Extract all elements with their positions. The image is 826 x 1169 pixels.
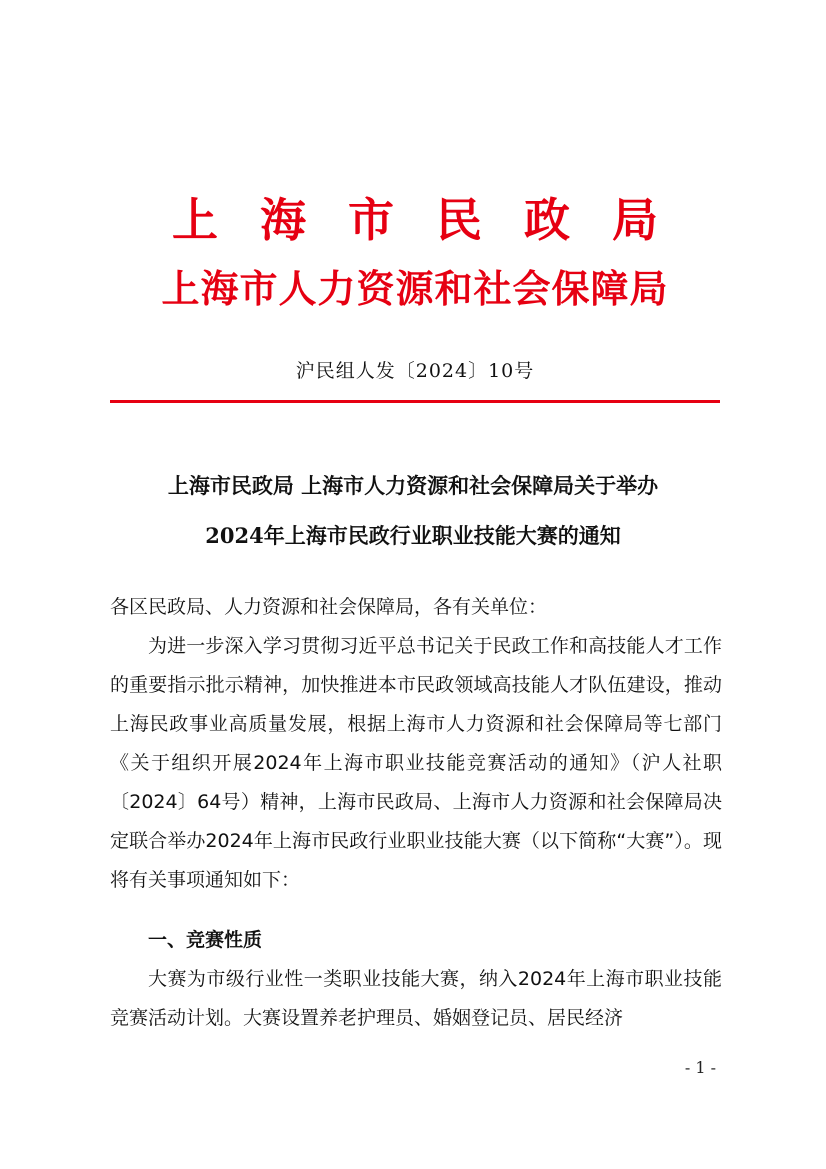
section-heading-1: 一、竞赛性质 [148, 929, 263, 951]
document-title-line-1: 上海市民政局 上海市人力资源和社会保障局关于举办 [167, 473, 659, 498]
page-number: - 1 - [684, 1058, 716, 1077]
issuer-name-civil-affairs: 上海市民政局 [172, 193, 700, 247]
body-paragraph-2: 大赛为市级行业性一类职业技能大赛，纳入2024年上海市职业技能竞赛活动计划。大赛设置养老护理员、婚姻登记员、居民经济 [110, 968, 722, 1029]
document-number: 沪民组人发〔2024〕10号 [295, 360, 535, 382]
red-divider-line [110, 400, 720, 403]
salutation: 各区民政局、人力资源和社会保障局，各有关单位： [110, 596, 548, 618]
body-paragraph-1: 为进一步深入学习贯彻习近平总书记关于民政工作和高技能人才工作的重要指示批示精神，加快推进本市民政领域高技能人才队伍建设，推动上海民政事业高质量发展，根据上海市人力资源和社会保障局等七部门《关于组织开展2024年上海市职业技能竞赛活动的通知》（沪人社职〔2024〕64号）精神，上海市民政局、上海市人力资源和社会保障局决定联合举办2024年上海市民政行业职业技能大赛（以下简称“大赛”）。现将有关事项通知如下： [110, 635, 722, 891]
document-title-line-2: 2024年上海市民政行业职业技能大赛的通知 [205, 523, 621, 548]
issuer-name-hr-social-security: 上海市人力资源和社会保障局 [161, 266, 669, 311]
